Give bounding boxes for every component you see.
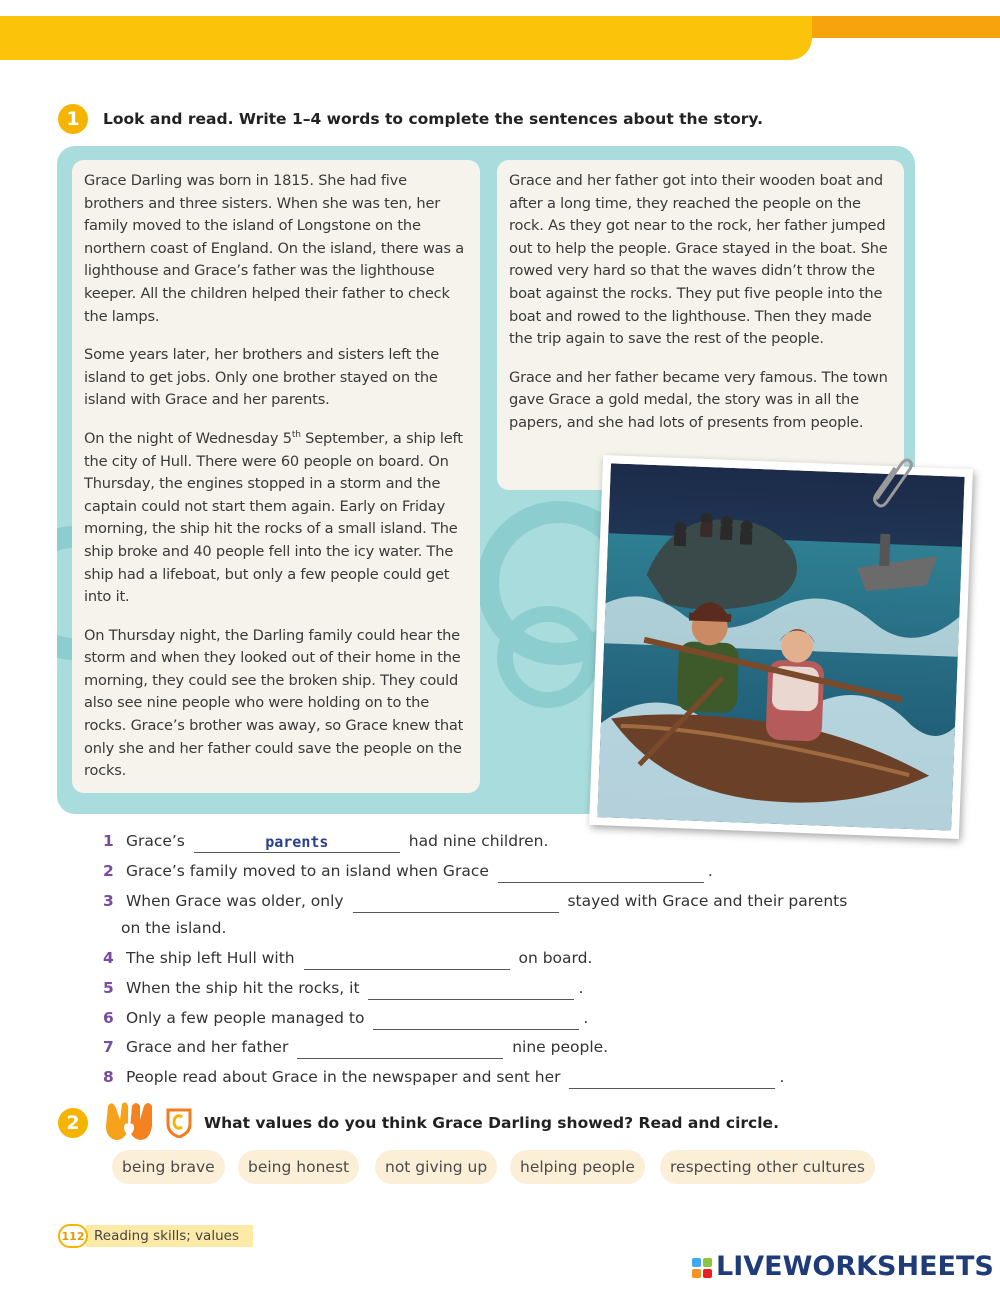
story-paragraph: Grace and her father became very famous. The town gave Grace a gold medal, the story was in all the papers, and she had lots of presents from people. <box>509 368 888 431</box>
value-option-respecting-other-cultures[interactable]: respecting other cultures <box>660 1150 875 1184</box>
question-number: 2 <box>103 862 114 880</box>
story-text: On the night of Wednesday 5 <box>84 429 292 447</box>
question-number: 7 <box>103 1038 114 1056</box>
story-paragraph <box>84 428 468 609</box>
question-text: When the ship hit the rocks, it <box>125 979 360 997</box>
value-option-not-giving-up[interactable]: not giving up <box>375 1150 497 1184</box>
question-3 <box>103 889 847 913</box>
question-6 <box>103 1006 588 1030</box>
answer-field-5[interactable] <box>368 977 574 1000</box>
story-text: September, a ship left the city of Hull. There were 60 people on board. On Thursday, the engines stopped in a storm and the captain could not start them again. Early on Friday morning, the ship hit the rocks of a small island. The ship broke and 40 people fell into the icy water. The ship had a lifeboat, but only a few people could get into it. <box>84 429 463 606</box>
story-illustration <box>589 455 973 839</box>
question-text: . <box>707 862 713 880</box>
question-3-continued: on the island. <box>121 919 227 937</box>
story-paragraph: On Thursday night, the Darling family could hear the storm and when they looked out of their home in the morning, they could see the broken ship. They could also see nine people who were holding on to the rocks. Grace’s brother was away, so Grace knew that only she and her father could save the people on the rocks. <box>84 626 464 780</box>
answer-field-4[interactable] <box>304 947 510 970</box>
wave-decoration <box>497 606 599 708</box>
footer-label: Reading skills; values <box>86 1225 253 1247</box>
value-option-being-brave[interactable]: being brave <box>112 1150 225 1184</box>
brand-name: LIVEWORKSHEETS <box>716 1251 994 1282</box>
logo-grid-icon <box>692 1258 712 1278</box>
question-text: . <box>578 979 584 997</box>
story-paragraph: Grace Darling was born in 1815. She had five brothers and three sisters. When she was ten, her family moved to the island of Longstone on the northern coast of England. On the island, there was a lighthouse and Grace’s father was the lighthouse keeper. All the children helped their father to check the lamps. <box>84 172 464 325</box>
exercise-1-number: 1 <box>58 104 88 134</box>
question-text: The ship left Hull with <box>125 949 295 967</box>
question-text: nine people. <box>512 1038 609 1056</box>
question-1 <box>103 829 548 853</box>
question-number: 6 <box>103 1009 114 1027</box>
exercise-2-number: 2 <box>58 1108 88 1138</box>
shield-icon <box>164 1106 194 1138</box>
question-text: Only a few people managed to <box>125 1009 365 1027</box>
top-banner <box>0 16 812 60</box>
answer-text: parents <box>265 833 329 851</box>
page-number: 112 <box>58 1224 88 1248</box>
question-7 <box>103 1035 608 1059</box>
question-text: Grace and her father <box>125 1038 289 1056</box>
answer-field-8[interactable] <box>569 1066 775 1089</box>
question-4 <box>103 946 592 970</box>
superscript: th <box>291 430 301 441</box>
answer-field-6[interactable] <box>373 1007 579 1030</box>
question-number: 3 <box>103 892 114 910</box>
question-text: stayed with Grace and their parents <box>567 892 848 910</box>
question-number: 1 <box>103 832 114 850</box>
exercise-2-instruction: What values do you think Grace Darling showed? Read and circle. <box>204 1114 779 1132</box>
question-text: . <box>583 1009 589 1027</box>
story-card-right <box>497 160 904 490</box>
question-5 <box>103 976 583 1000</box>
question-text: People read about Grace in the newspaper and sent her <box>125 1068 561 1086</box>
story-card-left <box>72 160 480 793</box>
rescue-painting <box>597 463 964 830</box>
question-text: . <box>779 1068 785 1086</box>
question-text: on board. <box>518 949 593 967</box>
question-text: Grace’s family moved to an island when Grace <box>125 862 489 880</box>
answer-field-2[interactable] <box>498 860 704 883</box>
story-paragraph: Grace and her father got into their wooden boat and after a long time, they reached the people on the rock. As they got near to the rock, her father jumped out to help the people. Grace stayed in the boat. She rowed very hard so that the waves didn’t throw the boat against the rocks. They put five people into the boat and rowed to the lighthouse. Then they made the trip again to save the rest of the people. <box>509 172 888 348</box>
question-text: Grace’s <box>125 832 185 850</box>
answer-field-3[interactable] <box>353 890 559 913</box>
answer-field-7[interactable] <box>297 1036 503 1059</box>
question-number: 5 <box>103 979 114 997</box>
question-8 <box>103 1065 784 1089</box>
question-number: 4 <box>103 949 114 967</box>
question-number: 8 <box>103 1068 114 1086</box>
exercise-1-instruction: Look and read. Write 1–4 words to complete the sentences about the story. <box>103 110 763 128</box>
question-text: had nine children. <box>408 832 549 850</box>
value-option-helping-people[interactable]: helping people <box>510 1150 645 1184</box>
hands-heart-icon <box>102 1098 158 1142</box>
question-2 <box>103 859 713 883</box>
answer-field-1[interactable] <box>194 830 400 853</box>
value-option-being-honest[interactable]: being honest <box>238 1150 359 1184</box>
question-text: When Grace was older, only <box>125 892 344 910</box>
story-paragraph: Some years later, her brothers and sisters left the island to get jobs. Only one brother stayed on the island with Grace and her parents. <box>84 346 440 409</box>
